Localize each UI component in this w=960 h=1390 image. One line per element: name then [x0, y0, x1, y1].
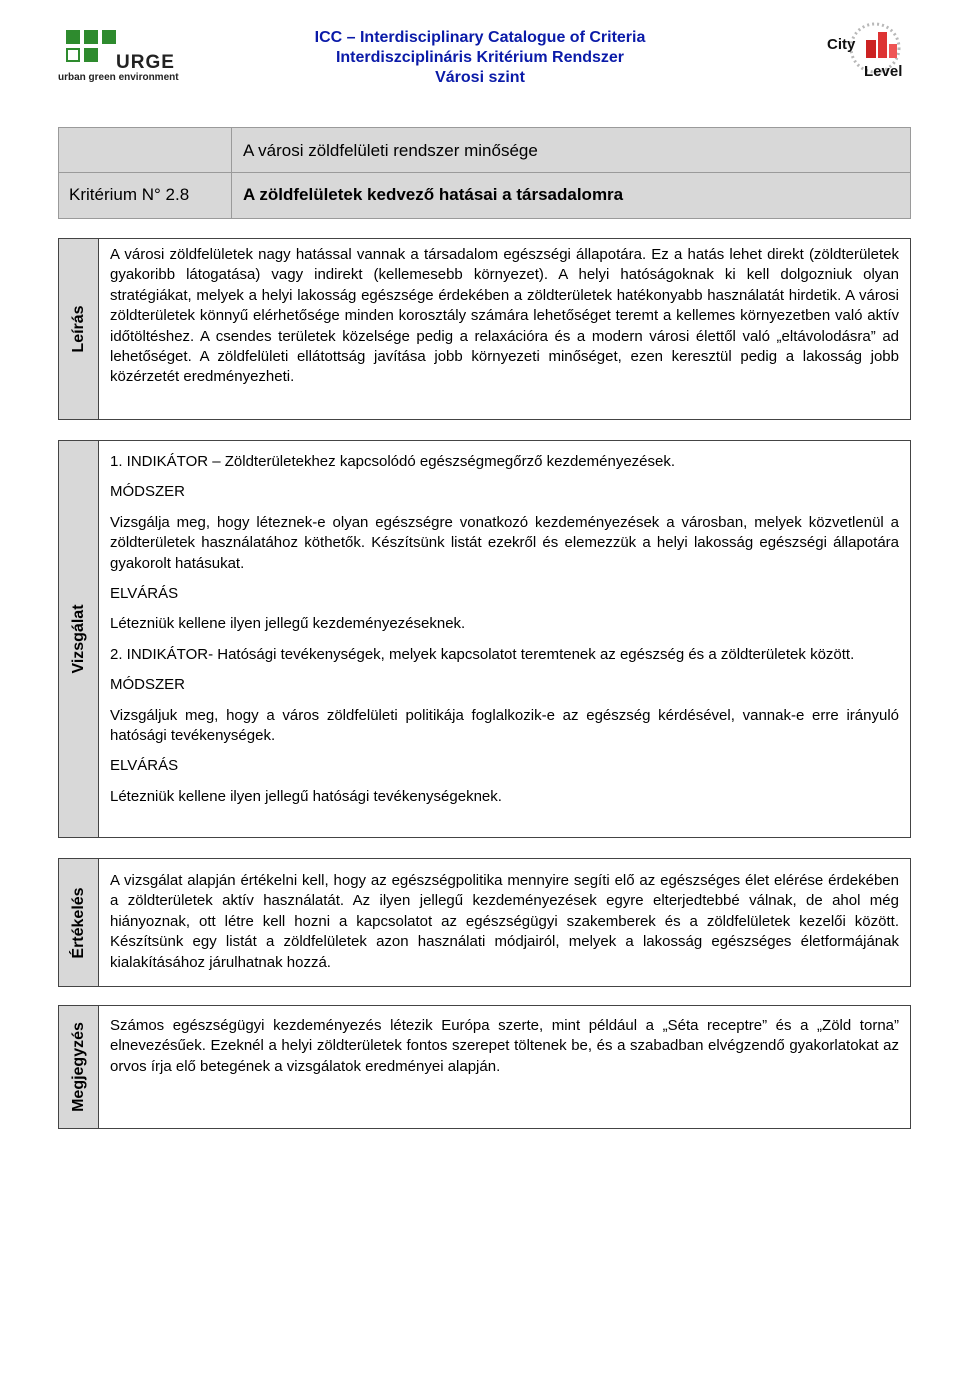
- evaluation-text: A vizsgálat alapján értékelni kell, hogy az egészségpolitika mennyire segíti elő az egészséges élet elérése érdekében a zöldterületek aktív használatát. Az ilyen jellegű kezdeményezések egyre elterjedtebbé válnak, de ahol még hiányoznak, ott létre kell hozni a kapcsolatot az egészségügyi szakemberek és a zöldfelületek kezelői között. Készítsünk egy listát a zöldfelületek azon használati módjairól, melyek a lakosság egészséges életformájának kialakításához járulhatnak hozzá.: [110, 872, 899, 971]
- criterion-subtitle: A városi zöldfelületi rendszer minősége: [243, 141, 538, 160]
- method-label: MÓDSZER: [110, 676, 185, 694]
- criterion-title: A zöldfelületek kedvező hatásai a társadalomra: [243, 185, 624, 204]
- expectation-label: ELVÁRÁS: [110, 757, 179, 775]
- section-text: [110, 452, 899, 807]
- section-side-label: Értékelés: [59, 859, 99, 986]
- logo-square: [102, 30, 116, 44]
- expectation-text: Létezniük kellene ilyen jellegű hatósági tevékenységeknek.: [110, 787, 502, 805]
- logo-square: [66, 48, 80, 62]
- expectation-text: Létezniük kellene ilyen jellegű kezdeményezéseknek.: [110, 615, 466, 633]
- city-level-logo: [820, 18, 915, 88]
- table-divider: [231, 128, 232, 218]
- section-description: [58, 238, 911, 420]
- section-side-label: Leírás: [59, 239, 99, 419]
- logo-square: [66, 30, 80, 44]
- indicator-1-title: 1. INDIKÁTOR – Zöldterületekhez kapcsolódó egészségmegőrző kezdeményezések.: [110, 453, 676, 470]
- logo-square: [84, 30, 98, 44]
- header-title-line: Interdiszciplináris Kritérium Rendszer: [335, 49, 625, 66]
- header-title-line: Városi szint: [435, 69, 525, 86]
- urge-logo: [58, 18, 178, 86]
- notes-text: Számos egészségügyi kezdeményezés létezik Európa szerte, mint például a „Séta receptre” és a „Zöld torna” elnevezésűek. Ezeknél a helyi zöldterületek fontos szerepet töltenek be, és a szabadban elvégzendő gyakorlatokat az orvos írja elő betegének a vizsgálatok eredményei alapján.: [110, 1017, 899, 1075]
- building-shape: [889, 44, 897, 58]
- section-side-label: Vizsgálat: [59, 441, 99, 837]
- criterion-label: Kritérium N° 2.8: [69, 185, 190, 204]
- criterion-table: [58, 127, 911, 219]
- method-label: MÓDSZER: [110, 483, 185, 501]
- building-shape: [878, 32, 887, 58]
- indicator-2-title: 2. INDIKÁTOR- Hatósági tevékenységek, melyek kapcsolatot teremtenek az egészség és a zöldterületek között.: [110, 645, 855, 663]
- method-text: Vizsgálja meg, hogy léteznek-e olyan egészségre vonatkozó kezdeményezések a városban, melyek közvetlenül a zöldterületek használatához köthetők. Készítsünk listát ezekről és elemezzük a helyi lakosság egészségi állapotára gyakorolt hatásukat.: [110, 513, 899, 572]
- logo-name: URGE: [116, 52, 175, 73]
- section-text: [110, 245, 899, 388]
- logo-subtitle: urban green environment: [58, 72, 179, 83]
- section-examination: [58, 440, 911, 838]
- level-text: Level: [864, 63, 903, 80]
- document-header-title: [200, 28, 760, 88]
- description-text: A városi zöldfelületek nagy hatással vannak a társadalom egészségi állapotára. Ez a hatás lehet direkt (zöldterületek gyakoribb látogatása) vagy indirekt (kellemesebb környezet). A helyi hatóságoknak ki kell dolgozniuk olyan stratégiákat, melyek a helyi lakosság egészsége érdekében a zöldterületek hatékonyabb használatát hirdetik. A városi zöldterületek könnyű elérhetősége minden korosztály számára lehetőséget teremt a kellemes környezetben való aktív időtöltéshez. A csendes területek közelsége pedig a relaxációra és a modern városi élettől való „eltávolodásra” ad lehetőséget. A zöldfelületi ellátottság javítása jobb környezeti minőséget, ezen keresztül pedig a lakosság jobb közérzetét eredményezheti.: [110, 246, 899, 386]
- method-text: Vizsgáljuk meg, hogy a város zöldfelületi politikája foglalkozik-e az egészség kérdésével, vannak-e erre irányuló hatósági tevékenységek.: [110, 706, 899, 745]
- section-side-label: Megjegyzés: [59, 1006, 99, 1128]
- section-notes: [58, 1005, 911, 1129]
- building-shape: [866, 40, 876, 58]
- section-text: [110, 871, 899, 973]
- section-text: [110, 1016, 899, 1077]
- city-text: City: [827, 36, 856, 53]
- logo-square: [84, 48, 98, 62]
- expectation-label: ELVÁRÁS: [110, 585, 179, 603]
- section-evaluation: [58, 858, 911, 987]
- header-title-line: ICC – Interdisciplinary Catalogue of Criteria: [314, 29, 646, 46]
